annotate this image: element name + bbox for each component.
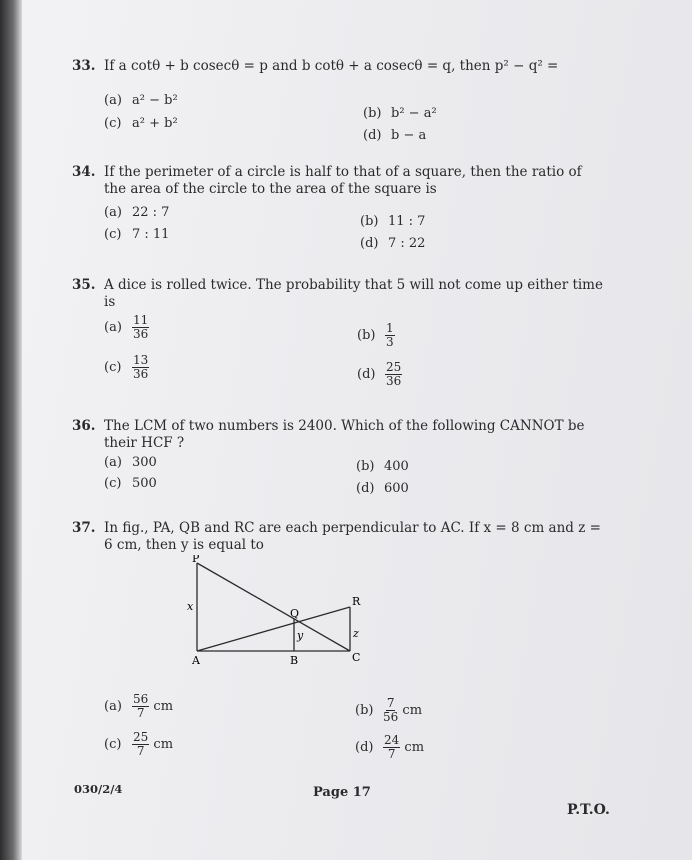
label-x: x [187,600,194,613]
option-d: (d) b − a [363,128,427,143]
question-number: 35. [72,277,96,293]
option-a: (a) 300 [104,455,157,470]
option-c: (c) a² + b² [104,116,178,131]
label-c: C [352,651,361,664]
option-c: (c) $\frac{13}{36}$ [104,353,149,381]
line-ar [197,607,350,651]
option-b: (b) 11 : 7 [360,214,426,229]
paper-code: 030/2/4 [74,782,123,796]
question-text: In fig., PA, QB and RC are each perpendicular to AC. If x = 8 cm and z = 6 cm, then y is equal to [104,520,601,553]
geometry-figure [180,555,380,670]
label-r: R [352,595,361,608]
label-z: z [353,627,359,640]
option-c: (c) $\frac{25}{7}$ cm [104,730,174,758]
pto-label: P.T.O. [567,802,610,818]
label-b: B [290,654,299,667]
fraction: $\frac{25}{7}$ [133,730,149,758]
option-b: (b) 400 [356,459,409,474]
fraction: $\frac{1}{3}$ [386,321,394,349]
question-number: 37. [72,520,96,536]
question-text: If the perimeter of a circle is half to that of a square, then the ratio of the area of the circle to the area of the square is [104,164,582,197]
label-y: y [297,629,304,642]
question-text: If a cotθ + b cosecθ = p and b cotθ + a cosecθ = q, then p² − q² = [104,58,559,74]
question-text: A dice is rolled twice. The probability that 5 will not come up either time is [104,277,603,310]
fraction: $\frac{11}{36}$ [133,313,149,341]
fraction: $\frac{24}{7}$ [384,733,400,761]
label-a: A [192,654,200,667]
option-b: (b) $\frac{1}{3}$ [357,321,394,349]
option-c: (c) 7 : 11 [104,227,170,242]
label-q: Q [290,607,300,620]
fraction: $\frac{25}{36}$ [386,360,402,388]
option-c: (c) 500 [104,476,157,491]
option-a: (a) 22 : 7 [104,205,170,220]
question-text: The LCM of two numbers is 2400. Which of the following CANNOT be their HCF ? [104,418,585,451]
page-number: Page 17 [313,785,371,800]
option-a: (a) a² − b² [104,93,178,108]
line-pc [197,563,350,651]
fraction: $\frac{7}{56}$ [383,696,399,724]
option-d: (d) $\frac{24}{7}$ cm [355,733,425,761]
label-p: P [192,555,200,565]
page-shadow-edge [0,0,22,860]
option-d: (d) 7 : 22 [360,236,426,251]
option-d: (d) 600 [356,481,409,496]
option-b: (b) b² − a² [363,106,437,121]
option-a: (a) $\frac{11}{36}$ [104,313,149,341]
question-number: 36. [72,418,96,434]
option-d: (d) $\frac{25}{36}$ [357,360,402,388]
option-a: (a) $\frac{56}{7}$ cm [104,692,174,720]
fraction: $\frac{56}{7}$ [133,692,149,720]
option-b: (b) $\frac{7}{56}$ cm [355,696,423,724]
question-number: 33. [72,58,96,74]
question-number: 34. [72,164,96,180]
fraction: $\frac{13}{36}$ [133,353,149,381]
